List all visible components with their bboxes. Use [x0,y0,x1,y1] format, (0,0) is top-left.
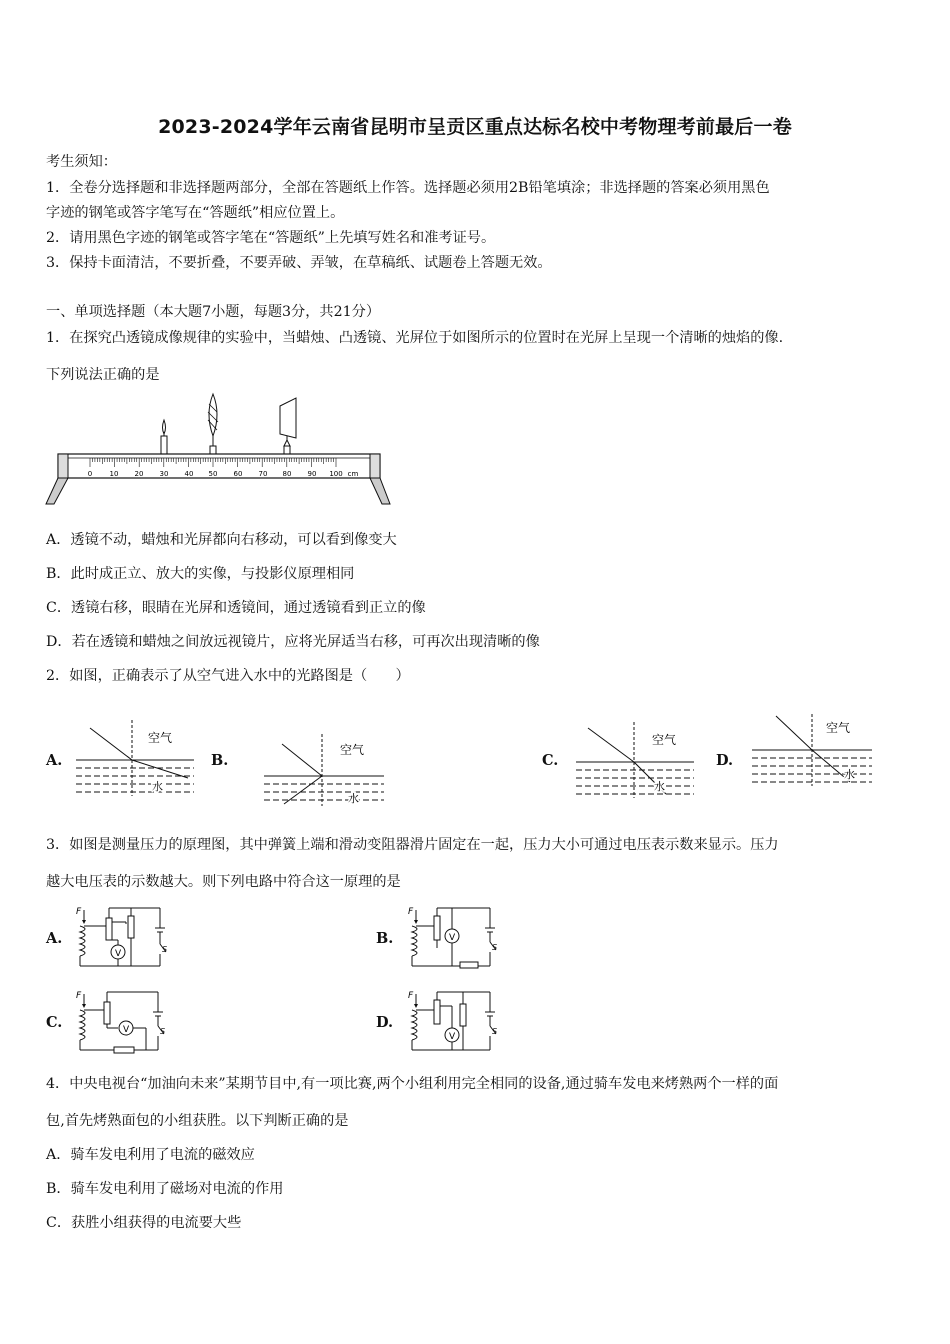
tick-label: 30 [159,470,169,478]
q3-stem-line1: 3．如图是测量压力的原理图，其中弹簧上端和滑动变阻器滑片固定在一起，压力大小可通过电压表示数来显示。压力 [46,837,779,853]
force-label: F [76,907,82,917]
tick-label: 50 [208,470,218,478]
tick-label: 60 [233,470,243,478]
rheostat-icon [106,918,112,940]
q2-label-c[interactable]: C. [542,752,559,769]
tick-label: 20 [134,470,144,478]
tick-label: 0 [87,470,93,478]
q3-stem-line2: 越大电压表的示数越大。则下列电路中符合这一原理的是 [46,874,401,890]
q2-label-a[interactable]: A. [46,752,63,769]
rheostat-icon [434,916,440,940]
water-label: 水 [654,780,665,793]
optical-bench-figure [44,392,394,512]
tick-label: 90 [307,470,317,478]
q4-stem-line1: 4．中央电视台“加油向未来”某期节目中,有一项比赛,两个小组利用完全相同的设备,通过骑车发电来烤熟两个一样的面 [46,1076,779,1092]
tick-label: 40 [184,470,194,478]
q1-stem-line2: 下列说法正确的是 [46,367,160,383]
rheostat-icon [104,1002,110,1024]
voltmeter-label: V [449,933,456,943]
notice-heading: 考生须知： [46,154,117,170]
bench-left-leg [46,478,68,504]
section-heading: 一、单项选择题（本大题7小题，每题3分，共21分） [46,304,381,320]
force-label: F [408,907,414,917]
convex-lens-icon [208,394,218,454]
q3-label-b[interactable]: B. [376,930,394,947]
q3-circuit-c[interactable] [70,986,170,1056]
q3-label-d[interactable]: D. [376,1014,394,1031]
notice-item-1-cont: 字迹的钢笔或答字笔写在“答题纸”相应位置上。 [46,205,345,221]
rheostat-icon [434,1000,440,1024]
q3-label-c[interactable]: C. [46,1014,63,1031]
spring-icon [80,926,85,956]
resistor-icon [460,962,478,968]
spring-icon [412,1010,417,1040]
resistor-icon [460,1004,466,1026]
q2-stem: 2．如图，正确表示了从空气进入水中的光路图是（ ） [46,668,410,684]
bench-right-leg [370,478,390,504]
notice-item-2: 2．请用黑色字迹的钢笔或答字笔在“答题纸”上先填写姓名和准考证号。 [46,230,496,246]
air-label: 空气 [826,721,851,735]
q3-circuit-d[interactable] [402,986,502,1056]
voltmeter-label: V [449,1032,456,1042]
air-label: 空气 [340,743,365,757]
q1-stem-line1: 1．在探究凸透镜成像规律的实验中，当蜡烛、凸透镜、光屏位于如图所示的位置时在光屏上呈现一个清晰的烛焰的像. [46,330,784,346]
tick-label: 10 [109,470,119,478]
page-title: 2023-2024学年云南省昆明市呈贡区重点达标名校中考物理考前最后一卷 [158,116,792,138]
switch-label: S [160,1027,166,1036]
water-label: 水 [152,780,163,793]
q3-label-a[interactable]: A. [46,930,63,947]
q4-option-a[interactable]: A．骑车发电利用了电流的磁效应 [46,1147,255,1163]
water-label: 水 [348,792,359,805]
q2-label-b[interactable]: B. [211,752,229,769]
notice-item-1: 1．全卷分选择题和非选择题两部分，全部在答题纸上作答。选择题必须用2B铅笔填涂；非选择题的答案必须用黑色 [46,180,770,196]
switch-label: S [492,1027,498,1036]
q1-option-c[interactable]: C．透镜右移，眼睛在光屏和透镜间，通过透镜看到正立的像 [46,600,426,616]
q2-label-d[interactable]: D. [716,752,734,769]
q2-diagram-d[interactable] [750,712,874,788]
q2-diagram-c[interactable] [574,720,696,800]
tick-label: 70 [258,470,268,478]
q3-circuit-b[interactable] [402,902,502,972]
resistor-icon [114,1047,134,1053]
q2-diagram-b[interactable] [262,732,386,808]
bench-right-end [370,454,380,478]
air-label: 空气 [652,733,677,747]
light-screen-icon [280,398,296,454]
switch-label: S [162,945,168,954]
tick-label: 100 [329,470,343,478]
bench-left-end [58,454,68,478]
candle-icon [161,420,167,454]
q4-stem-line2: 包,首先烤熟面包的小组获胜。以下判断正确的是 [46,1113,349,1129]
q4-option-b[interactable]: B．骑车发电利用了磁场对电流的作用 [46,1181,284,1197]
spring-icon [80,1010,85,1040]
notice-item-3: 3．保持卡面清洁，不要折叠，不要弄破、弄皱，在草稿纸、试题卷上答题无效。 [46,255,552,271]
q3-circuit-a[interactable] [70,902,170,972]
voltmeter-label: V [115,949,122,959]
air-label: 空气 [148,731,173,745]
q1-option-d[interactable]: D．若在透镜和蜡烛之间放远视镜片，应将光屏适当右移，可再次出现清晰的像 [46,634,540,650]
tick-unit: cm [347,470,359,478]
spring-icon [412,926,417,956]
q2-diagram-a[interactable] [76,718,196,798]
q1-option-b[interactable]: B．此时成正立、放大的实像，与投影仪原理相同 [46,566,355,582]
q4-option-c[interactable]: C．获胜小组获得的电流要大些 [46,1215,242,1231]
voltmeter-label: V [123,1025,130,1035]
force-label: F [76,991,82,1001]
tick-label: 80 [282,470,292,478]
switch-label: S [492,943,498,952]
force-label: F [408,991,414,1001]
q1-option-a[interactable]: A．透镜不动，蜡烛和光屏都向右移动，可以看到像变大 [46,532,397,548]
water-label: 水 [844,768,855,781]
